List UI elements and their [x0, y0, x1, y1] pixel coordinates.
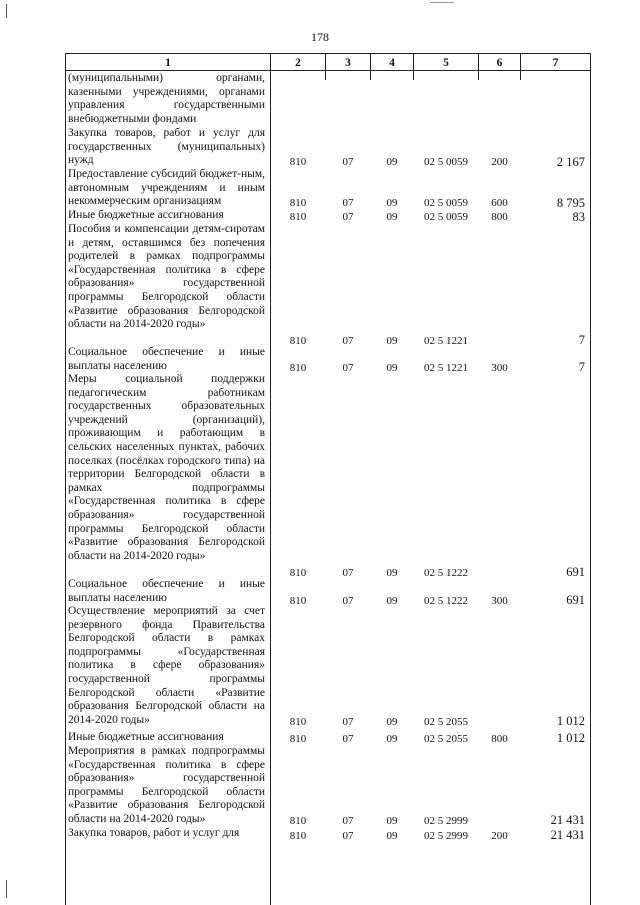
code-c6: 200 — [491, 156, 508, 168]
code-c4: 09 — [386, 156, 398, 168]
table-row-description: Пособия и компенсации детям-сиротам и детям, оставшимся без попечения родителей в рамках подпрограммы «Государственная политика в сфере образования» государственной программы Белгородской области «Развитие образования Белгородской области на 2014-2020 годы» — [68, 223, 265, 331]
code-c2: 810 — [289, 211, 307, 223]
code-c2: 810 — [289, 197, 307, 209]
table-row-description: Предоставление субсидий бюджет-ным, автономным учреждениям и иным некоммерческим организациям — [68, 168, 265, 208]
code-c5: 02 5 1221 — [424, 362, 468, 374]
code-c5: 02 5 2055 — [424, 716, 468, 728]
table-row-description: Мероприятия в рамках подпрограммы «Государственная политика в сфере образования» государственной программы Белгородской области «Развитие образования Белгородской области на 2014-2020 годы» — [68, 745, 265, 825]
code-c3: 07 — [342, 815, 354, 827]
scan-mark-top-right — [430, 2, 454, 3]
code-c4: 09 — [386, 197, 398, 209]
amount: 2 167 — [556, 155, 585, 169]
table-row-description: Меры социальной поддержки педагогическим работникам государственных образовательных учреждений (организаций), проживающим и работающим в сельских населенных пунктах, рабочих поселках (посёлках городского типа) на территории Белгородской области в рамках подпрограммы «Государственная политика в сфере образования» государственной программы Белгородской области «Развитие образования Белгородской области на 2014-2020 годы» — [68, 373, 265, 562]
code-c5: 02 5 1222 — [424, 567, 468, 579]
table-row-description: Иные бюджетные ассигнования — [68, 209, 224, 221]
column-header: 3 — [345, 57, 351, 69]
code-c3: 07 — [342, 335, 354, 347]
table-row-description: Социальное обеспечение и иные выплаты населению — [68, 578, 265, 604]
code-c2: 810 — [289, 815, 307, 827]
code-c3: 07 — [342, 156, 354, 168]
amount: 21 431 — [550, 828, 585, 842]
table-row-description: Закупка товаров, работ и услуг для — [68, 827, 240, 839]
code-c3: 07 — [342, 567, 354, 579]
amount: 1 012 — [556, 714, 585, 728]
code-c2: 810 — [289, 733, 307, 745]
code-c3: 07 — [342, 595, 354, 607]
column-header: 1 — [165, 57, 171, 69]
code-c4: 09 — [386, 335, 398, 347]
code-c5: 02 5 2999 — [424, 815, 468, 827]
table-row-description: Социальное обеспечение и иные выплаты населению — [68, 346, 265, 372]
code-c5: 02 5 0059 — [424, 156, 468, 168]
code-c2: 810 — [289, 830, 307, 842]
code-c6: 200 — [491, 830, 508, 842]
code-c6: 300 — [491, 362, 508, 374]
code-c3: 07 — [342, 362, 354, 374]
page-number: 178 — [311, 30, 329, 44]
code-c6: 600 — [491, 197, 508, 209]
code-c4: 09 — [386, 567, 398, 579]
code-c2: 810 — [289, 716, 307, 728]
column-header: 2 — [295, 57, 301, 69]
code-c2: 810 — [289, 595, 307, 607]
table-row-description: Закупка товаров, работ и услуг для государственных (муниципальных) нужд — [68, 127, 265, 167]
code-c6: 800 — [491, 211, 508, 223]
column-header: 4 — [389, 57, 395, 69]
table-row-description: Осуществление мероприятий за счет резервного фонда Правительства Белгородской области в рамках подпрограммы «Государственная политика в сфере образования» государственной программы Белгородской области «Развитие образования Белгородской области на 2014-2020 годы» — [68, 605, 265, 726]
code-c3: 07 — [342, 830, 354, 842]
code-c5: 02 5 1221 — [424, 335, 468, 347]
table-row-description: (муниципальными) органами, казенными учреждениями, органами управления государственными внебюджетными фондами — [68, 72, 265, 125]
amount: 8 795 — [556, 196, 585, 210]
code-c5: 02 5 2055 — [424, 733, 468, 745]
code-c3: 07 — [342, 211, 354, 223]
code-c2: 810 — [289, 156, 307, 168]
scan-mark-left — [6, 4, 7, 18]
code-c4: 09 — [386, 211, 398, 223]
code-c4: 09 — [386, 595, 398, 607]
code-c5: 02 5 0059 — [424, 211, 468, 223]
code-c4: 09 — [386, 830, 398, 842]
code-c3: 07 — [342, 716, 354, 728]
column-header: 6 — [496, 57, 503, 69]
code-c5: 02 5 1222 — [424, 595, 468, 607]
amount: 83 — [572, 210, 585, 224]
code-c3: 07 — [342, 197, 354, 209]
code-c4: 09 — [386, 733, 398, 745]
code-c2: 810 — [289, 567, 307, 579]
code-c5: 02 5 2999 — [424, 830, 468, 842]
amount: 1 012 — [556, 731, 585, 745]
column-header: 7 — [552, 57, 559, 69]
amount: 21 431 — [550, 813, 585, 827]
code-c2: 810 — [289, 362, 307, 374]
scan-mark-left-bottom — [6, 880, 7, 898]
amount: 7 — [578, 333, 585, 347]
amount: 691 — [566, 593, 585, 607]
table-row-description: Иные бюджетные ассигнования — [68, 731, 224, 743]
code-c4: 09 — [386, 362, 398, 374]
code-c6: 300 — [491, 595, 508, 607]
code-c3: 07 — [342, 733, 354, 745]
code-c4: 09 — [386, 815, 398, 827]
amount: 7 — [578, 360, 585, 374]
column-header: 5 — [443, 57, 449, 69]
code-c5: 02 5 0059 — [424, 197, 468, 209]
amount: 691 — [566, 565, 585, 579]
code-c4: 09 — [386, 716, 398, 728]
code-c6: 800 — [491, 733, 508, 745]
code-c2: 810 — [289, 335, 307, 347]
